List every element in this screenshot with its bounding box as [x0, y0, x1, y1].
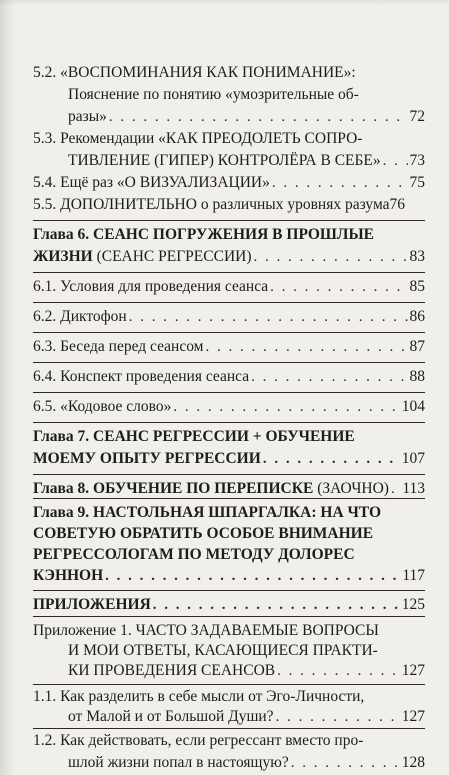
section-divider	[33, 332, 425, 333]
toc-question-1-2-end	[68, 752, 425, 774]
page-number: 127	[401, 662, 425, 679]
toc-entry-text: 6.3. Беседа перед сеансом	[33, 338, 204, 355]
page-number: 83	[409, 248, 425, 265]
toc-entry-text: 6.4. Конспект проведения сеанса	[33, 368, 250, 385]
leader-dots	[276, 706, 400, 728]
toc-entry-text: 1.1. Как разделить в себе мысли от Эго-Личности,	[33, 688, 365, 705]
toc-entry-text: 5.3. Рекомендации «КАК ПРЕОДОЛЕТЬ СОПРО-	[33, 130, 363, 147]
toc-entry-text: шлой жизни попал в настоящую?	[68, 754, 289, 771]
leader-dots	[129, 306, 408, 328]
toc-entry-text: 6.2. Диктофон	[33, 308, 127, 325]
page-number: 113	[402, 480, 425, 497]
toc-chapter-9	[33, 502, 425, 524]
section-divider	[33, 616, 425, 617]
page-top-edge	[0, 0, 449, 6]
toc-chapter-9-cont2	[33, 544, 425, 566]
section-divider	[33, 728, 425, 729]
leader-dots	[270, 276, 407, 298]
chapter-title: ЖИЗНИ	[33, 248, 93, 265]
toc-entry-6-1	[33, 276, 425, 298]
toc-question-1-2	[33, 730, 425, 752]
toc-appendix-1	[33, 620, 425, 642]
toc-entry-text: 5.4. Ещё раз «О ВИЗУАЛИЗАЦИИ»	[33, 174, 270, 191]
page-gutter-shadow	[0, 0, 14, 775]
page-number: 128	[401, 754, 425, 771]
section-divider	[33, 392, 425, 393]
toc-entry-5-3-end	[68, 150, 425, 172]
page-number: 117	[402, 567, 425, 584]
toc-chapter-6	[33, 224, 425, 246]
toc-entry-text: 5.5. ДОПОЛНИТЕЛЬНО о различных уровнях разума	[33, 196, 390, 213]
chapter-title: КЭННОН	[33, 567, 104, 584]
chapter-subtitle: (СЕАНС РЕГРЕССИИ)	[92, 248, 252, 265]
page-number: 75	[409, 174, 425, 191]
section-divider	[33, 684, 425, 685]
toc-entry-text: И МОИ ОТВЕТЫ, КАСАЮЩИЕСЯ ПРАКТИ-	[68, 642, 378, 659]
toc-entry-text: разы»	[68, 108, 107, 125]
toc-entry-text: Пояснение по понятию «умозрительные об-	[68, 86, 359, 103]
section-divider	[33, 220, 425, 221]
page-number: 73	[409, 152, 425, 169]
toc-entry-text: 5.2. «ВОСПОМИНАНИЯ КАК ПОНИМАНИЕ»:	[33, 64, 356, 81]
toc-appendix-1-cont	[68, 640, 425, 662]
toc-chapter-6-end	[33, 246, 425, 268]
leader-dots	[391, 478, 400, 500]
toc-entry-6-4	[33, 366, 425, 388]
leader-dots	[263, 448, 400, 470]
leader-dots	[383, 150, 408, 172]
toc-entry-text: Приложение 1. ЧАСТО ЗАДАВАЕМЫЕ ВОПРОСЫ	[33, 622, 379, 639]
toc-entry-text: ТИВЛЕНИЕ (ГИПЕР) КОНТРОЛЁРА В СЕБЕ»	[68, 152, 381, 169]
page-number: 127	[401, 708, 425, 725]
leader-dots	[173, 396, 399, 418]
leader-dots	[109, 106, 408, 128]
page-number: 88	[409, 368, 425, 385]
toc-entry-6-3	[33, 336, 425, 358]
section-divider	[33, 302, 425, 303]
chapter-title: Глава 6. СЕАНС ПОГРУЖЕНИЯ В ПРОШЛЫЕ	[33, 226, 375, 243]
toc-chapter-7-end	[33, 448, 425, 470]
toc-question-1-1	[33, 686, 425, 708]
toc-chapter-9-cont	[33, 523, 425, 545]
toc-entry-5-4	[33, 172, 425, 194]
toc-entry-text: 6.1. Условия для проведения сеанса	[33, 278, 269, 295]
toc-entry-5-3	[33, 128, 425, 150]
toc-entry-6-2	[33, 306, 425, 328]
page-number: 85	[409, 278, 425, 295]
leader-dots	[251, 366, 407, 388]
chapter-title: Глава 9. НАСТОЛЬНАЯ ШПАРГАЛКА: НА ЧТО	[33, 504, 382, 521]
leader-dots	[277, 660, 400, 682]
chapter-title: МОЕМУ ОПЫТУ РЕГРЕССИИ	[33, 450, 261, 467]
leader-dots	[153, 594, 400, 616]
chapter-title: РЕГРЕССОЛОГАМ ПО МЕТОДУ ДОЛОРЕС	[33, 546, 355, 563]
toc-question-1-1-end	[68, 706, 425, 728]
leader-dots	[254, 246, 408, 268]
chapter-subtitle: (ЗАОЧНО)	[313, 480, 389, 497]
toc-entry-5-5	[33, 194, 425, 216]
toc-entry-text: 1.2. Как действовать, если регрессант вместо про-	[33, 732, 364, 749]
page-number: 86	[409, 308, 425, 325]
section-divider	[33, 498, 425, 499]
toc-entry-text: КИ ПРОВЕДЕНИЯ СЕАНСОВ	[68, 662, 276, 679]
toc-entry-text: 6.5. «Кодовое слово»	[33, 398, 172, 415]
page-number: 104	[401, 398, 425, 415]
toc-appendix-1-end	[68, 660, 425, 682]
section-divider	[33, 272, 425, 273]
section-divider	[33, 474, 425, 475]
section-divider	[33, 362, 425, 363]
page-number: 125	[401, 596, 425, 613]
leader-dots	[105, 565, 400, 587]
leader-dots	[291, 752, 400, 774]
section-divider	[33, 590, 425, 591]
toc-chapter-9-end	[33, 565, 425, 587]
chapter-title: Глава 7. СЕАНС РЕГРЕССИИ + ОБУЧЕНИЕ	[33, 428, 355, 445]
page-number: 107	[401, 450, 425, 467]
chapter-title: Глава 8. ОБУЧЕНИЕ ПО ПЕРЕПИСКЕ	[33, 480, 314, 497]
page-number: 72	[409, 108, 425, 125]
chapter-title: СОВЕТУЮ ОБРАТИТЬ ОСОБОЕ ВНИМАНИЕ	[33, 525, 374, 542]
page-number: 87	[409, 338, 425, 355]
toc-entry-5-2	[33, 62, 425, 84]
toc-entry-5-2-cont	[68, 84, 425, 106]
chapter-title: ПРИЛОЖЕНИЯ	[33, 596, 151, 613]
toc-chapter-8	[33, 478, 425, 500]
page-number: 76	[389, 196, 406, 213]
section-divider	[33, 422, 425, 423]
leader-dots	[272, 172, 408, 194]
toc-entry-text: от Малой и от Большой Души?	[68, 708, 274, 725]
toc-appendices	[33, 594, 425, 616]
toc-entry-5-2-end	[68, 106, 425, 128]
toc-entry-6-5	[33, 396, 425, 418]
leader-dots	[206, 336, 408, 358]
toc-chapter-7	[33, 426, 425, 448]
